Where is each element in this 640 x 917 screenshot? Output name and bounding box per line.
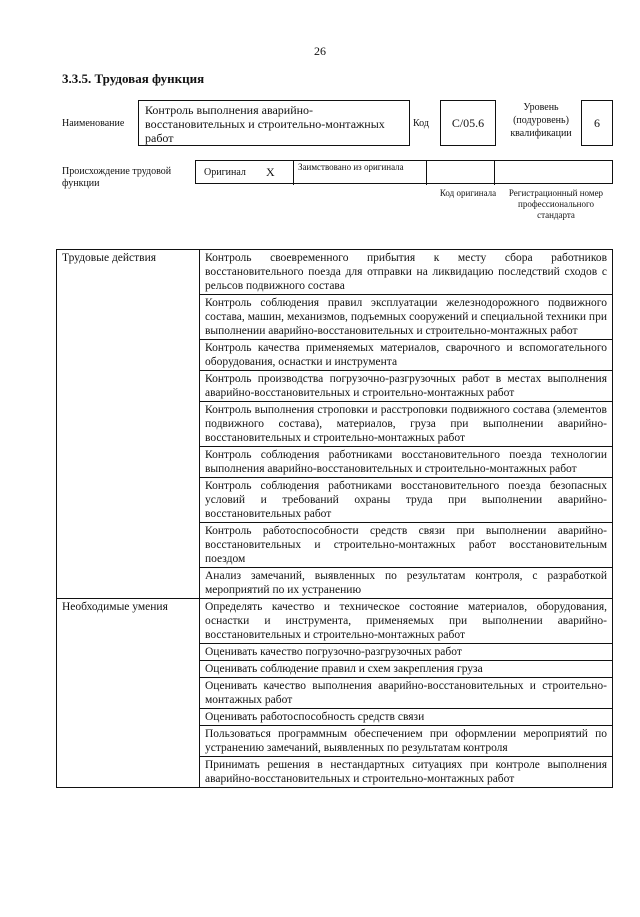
qualification-level-field: 6 [581, 100, 613, 146]
table-cell: Контроль качества применяемых материалов, сварочного и вспомогательного оборудования, оснастки и инструмента [200, 340, 613, 371]
original-label: Оригинал [204, 167, 246, 178]
registration-number-label: Регистрационный номер профессионального стандарта [508, 188, 604, 220]
table-cell: Контроль своевременного прибытия к месту сбора работников восстановительного поезда для отправки на ликвидацию последствий сходов с рельсов подвижного состава [200, 250, 613, 295]
table-cell: Принимать решения в нестандартных ситуациях при контроле выполнения аварийно-восстановительных и строительно-монтажных работ [200, 757, 613, 788]
table-cell: Оценивать качество погрузочно-разгрузочных работ [200, 644, 613, 661]
table-cell: Контроль выполнения строповки и расстроповки подвижного состава (элементов подвижного состава), материалов, груза при выполнении аварийно-восстановительных и строительно-монтажных работ [200, 402, 613, 447]
page-number: 26 [314, 44, 326, 58]
origin-label: Происхождение трудовой функции [62, 166, 172, 189]
origin-code-cell [426, 161, 494, 185]
origin-row [195, 160, 613, 184]
original-mark: X [266, 165, 275, 179]
table-cell: Контроль работоспособности средств связи при выполнении аварийно-восстановительных и строительно-монтажных работ восстановительным поездом [200, 523, 613, 568]
name-label: Наименование [62, 118, 125, 129]
table-cell: Контроль соблюдения правил эксплуатации железнодорожного подвижного состава, машин, механизмов, подъемных сооружений и специальной техники при выполнении аварийно-восстановительных и строительно-монтажных работ [200, 295, 613, 340]
table-cell: Контроль соблюдения работниками восстановительного поезда технологии выполнения аварийно-восстановительных и строительно-монтажных работ [200, 447, 613, 478]
table-cell: Оценивать качество выполнения аварийно-восстановительных и строительно-монтажных работ [200, 678, 613, 709]
qualification-level-label: Уровень (подуровень) квалификации [510, 102, 572, 139]
category-required-skills: Необходимые умения [57, 599, 200, 788]
borrowed-label: Заимствовано из оригинала [298, 162, 404, 172]
table-cell: Контроль производства погрузочно-разгрузочных работ в местах выполнения аварийно-восстановительных и строительно-монтажных работ [200, 371, 613, 402]
origin-original-cell [196, 161, 293, 185]
origin-borrowed-cell [293, 161, 426, 185]
code-field: С/05.6 [440, 100, 496, 146]
table-cell: Оценивать соблюдение правил и схем закрепления груза [200, 661, 613, 678]
table-cell: Анализ замечаний, выявленных по результатам контроля, с разработкой мероприятий по их устранению [200, 568, 613, 599]
code-original-label: Код оригинала [439, 188, 497, 198]
table-cell: Определять качество и техническое состояние материалов, оборудования, оснастки и инструмента, применяемых при выполнении аварийно-восстановительных и строительно-монтажных работ [200, 599, 613, 644]
origin-reg-number-cell [494, 161, 612, 185]
table-cell: Пользоваться программным обеспечением при оформлении мероприятий по устранению замечаний, выявленных по результатам контроля [200, 726, 613, 757]
labor-function-table [56, 249, 613, 788]
table-cell: Оценивать работоспособность средств связи [200, 709, 613, 726]
table-row [57, 599, 613, 644]
section-title: 3.3.5. Трудовая функция [62, 71, 205, 86]
table-cell: Контроль соблюдения работниками восстановительного поезда безопасных условий и требований охраны труда при выполнении аварийно-восстановительных работ [200, 478, 613, 523]
table-row [57, 250, 613, 295]
function-name-field: Контроль выполнения аварийно-восстановительных и строительно-монтажных работ [138, 100, 410, 146]
category-labor-actions: Трудовые действия [57, 250, 200, 599]
code-label: Код [413, 118, 429, 129]
